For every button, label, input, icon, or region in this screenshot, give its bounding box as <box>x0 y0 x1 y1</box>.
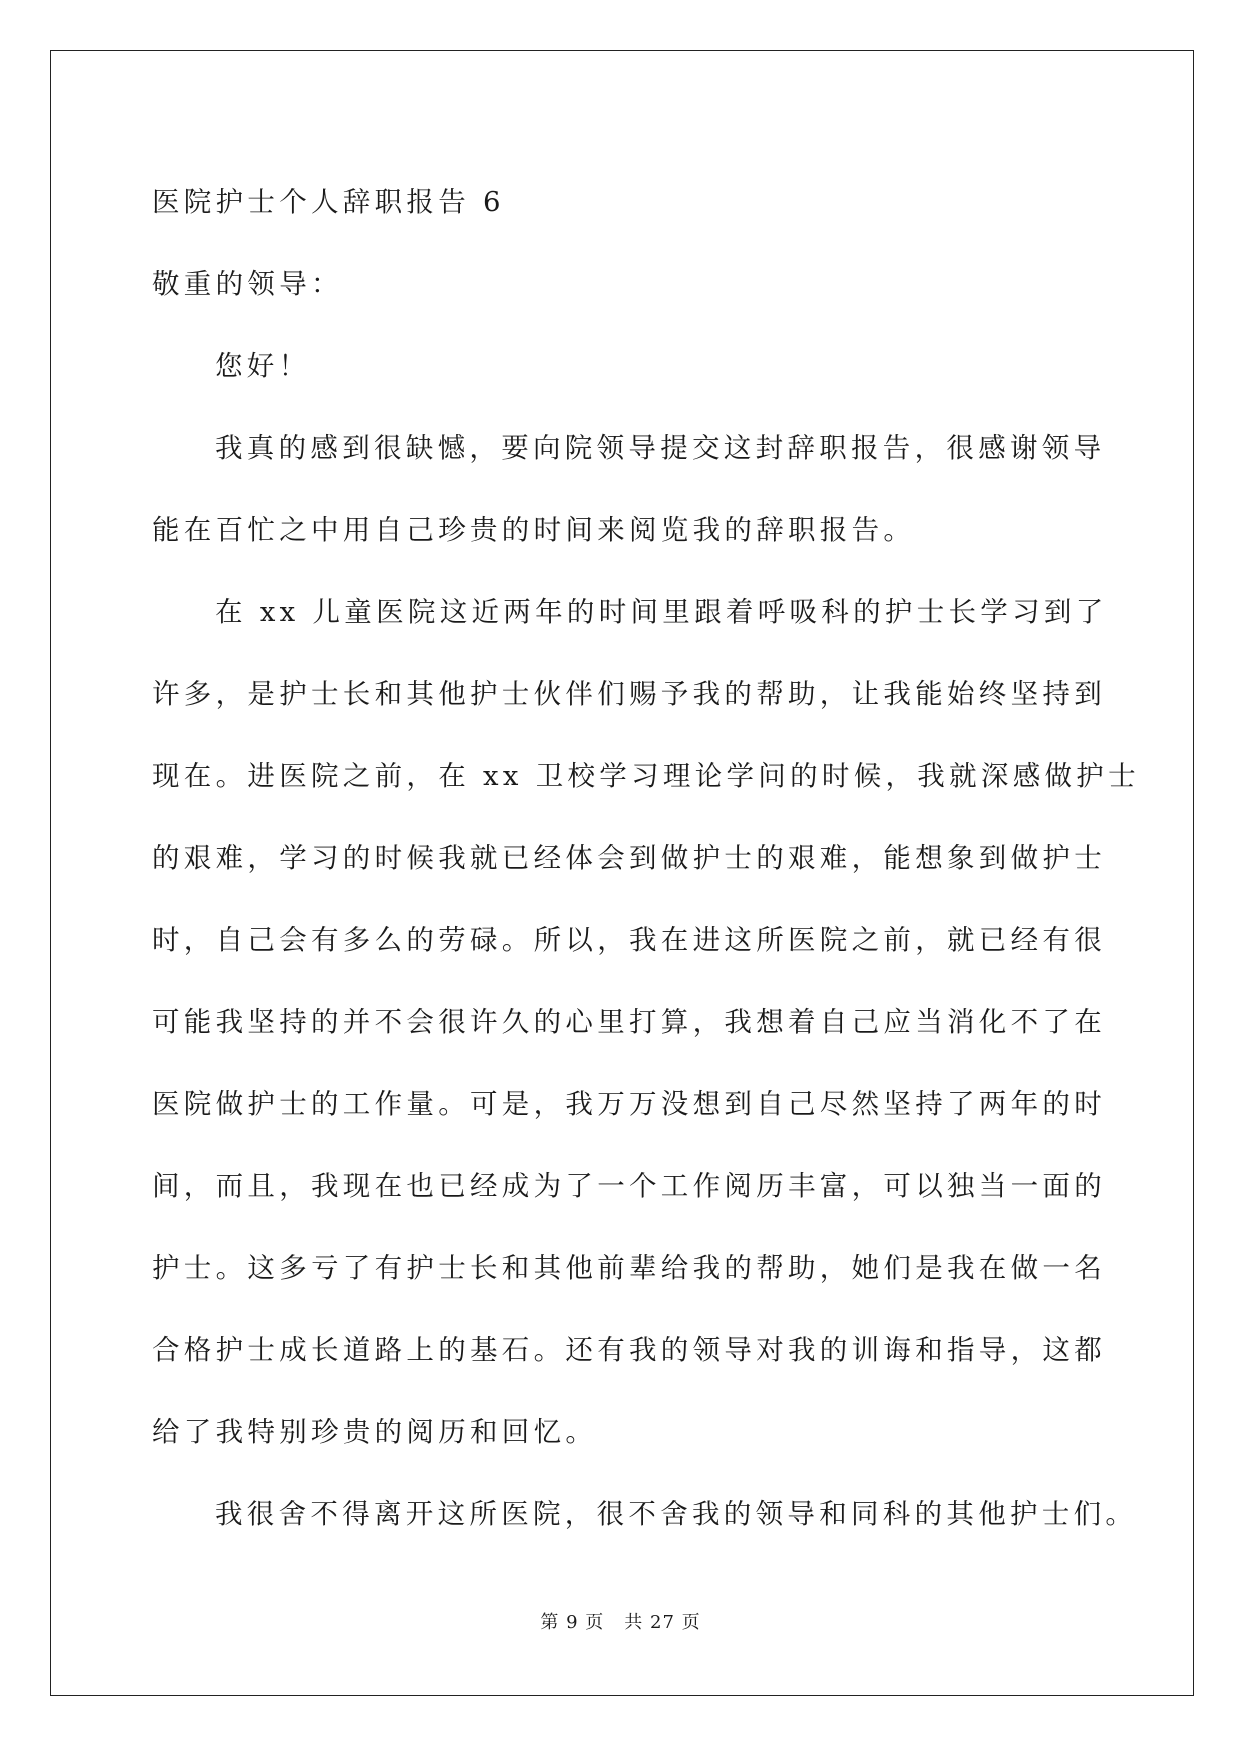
paragraph-line: 在 xx 儿童医院这近两年的时间里跟着呼吸科的护士长学习到了 <box>215 596 1108 628</box>
page-total: 共 27 页 <box>624 1612 701 1633</box>
paragraph-line: 能在百忙之中用自己珍贵的时间来阅览我的辞职报告。 <box>152 514 916 546</box>
page-footer <box>0 1608 1241 1634</box>
page-number: 第 9 页 <box>540 1612 605 1633</box>
paragraph-line: 我很舍不得离开这所医院，很不舍我的领导和同科的其他护士们。 <box>215 1498 1138 1530</box>
paragraph-line: 的艰难，学习的时候我就已经体会到做护士的艰难，能想象到做护士 <box>152 842 1106 874</box>
paragraph-line: 护士。这多亏了有护士长和其他前辈给我的帮助，她们是我在做一名 <box>152 1252 1106 1284</box>
greeting: 您好！ <box>215 350 311 382</box>
document-body <box>152 161 1140 1555</box>
paragraph-line: 给了我特别珍贵的阅历和回忆。 <box>152 1416 598 1448</box>
paragraph-line: 我真的感到很缺憾，要向院领导提交这封辞职报告，很感谢领导 <box>215 432 1106 464</box>
paragraph-line: 合格护士成长道路上的基石。还有我的领导对我的训诲和指导，这都 <box>152 1334 1106 1366</box>
salutation: 敬重的领导： <box>152 268 343 300</box>
paragraph-line: 许多，是护士长和其他护士伙伴们赐予我的帮助，让我能始终坚持到 <box>152 678 1106 710</box>
document-title: 医院护士个人辞职报告 6 <box>152 186 505 218</box>
paragraph-line: 可能我坚持的并不会很许久的心里打算，我想着自己应当消化不了在 <box>152 1006 1106 1038</box>
paragraph-line: 间，而且，我现在也已经成为了一个工作阅历丰富，可以独当一面的 <box>152 1170 1106 1202</box>
paragraph-line: 医院做护士的工作量。可是，我万万没想到自己尽然坚持了两年的时 <box>152 1088 1106 1120</box>
paragraph-line: 现在。进医院之前，在 xx 卫校学习理论学问的时候，我就深感做护士 <box>152 760 1140 792</box>
paragraph-line: 时，自己会有多么的劳碌。所以，我在进这所医院之前，就已经有很 <box>152 924 1106 956</box>
